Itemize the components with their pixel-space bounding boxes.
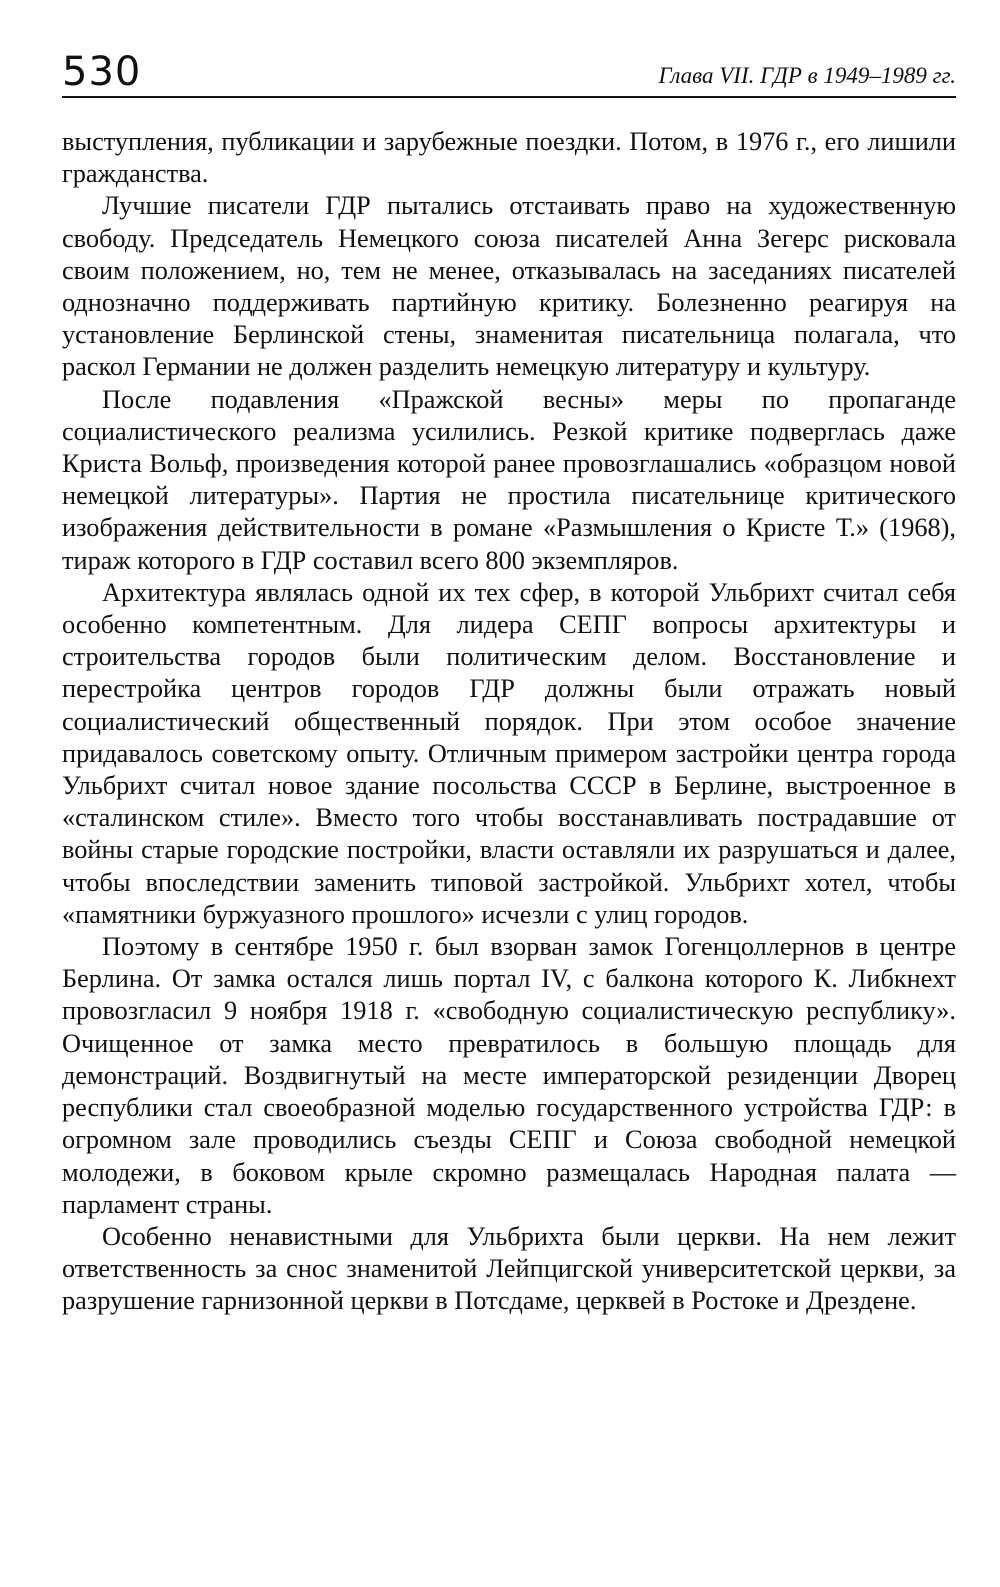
chapter-title: Глава VII. ГДР в 1949–1989 гг. [658,63,956,88]
paragraph-berlin-palace: Поэтому в сентябре 1950 г. был взорван замок Гогенцоллернов в центре Берлина. От замка остался лишь портал IV, с балкона которого К. Либкнехт провозгласил 9 ноября 1918 г. «свободную социалистическую республику». Очищенное от замка место превратилось в большую площадь для демонстраций. Воздвигнутый на месте императорской резиденции Дворец республики стал своеобразной моделью государственного устройства ГДР: в огромном зале проводились съезды СЕПГ и Союза свободной немецкой молодежи, в боковом крыле скромно размещалась Народная палата — парламент страны. [62,932,956,1219]
paragraph-architecture: Архитектура являлась одной их тех сфер, в которой Ульбрихт считал себя особенно компетентным. Для лидера СЕПГ вопросы архитектуры и строительства городов были политическим делом. Восстановление и перестройка центров городов ГДР должны были отражать новый социалистический общественный порядок. При этом особое значение придавалось советскому опыту. Отличным примером застройки центра города Ульбрихт считал новое здание посольства СССР в Берлине, выстроенное в «сталинском стиле». Вместо того чтобы восстанавливать пострадавшие от войны старые городские постройки, власти оставляли их разрушаться и далее, чтобы впоследствии заменить типовой застройкой. Ульбрихт хотел, чтобы «памятники буржуазного прошлого» исчезли с улиц городов. [62,577,956,929]
body-text [62,126,956,1318]
book-page [62,44,956,1318]
running-header [62,44,956,98]
paragraph-churches: Особенно ненавистными для Ульбрихта были церкви. На нем лежит ответственность за снос знаменитой Лейпцигской университетской церкви, за разрушение гарнизонной церкви в Потсдаме, церквей в Ростоке и Дрездене. [62,1221,956,1316]
paragraph-anna-seghers: Лучшие писатели ГДР пытались отстаивать право на художественную свободу. Председатель Немецкого союза писателей Анна Зегерс рисковала своим положением, но, тем не менее, отказывалась на заседаниях писателей однозначно поддерживать партийную критику. Болезненно реагируя на установление Берлинской стены, знаменитая писательница полагала, что раскол Германии не должен разделить немецкую литературу и культуру. [62,191,956,382]
paragraph-continuation: выступления, публикации и зарубежные поездки. Потом, в 1976 г., его лишили гражданства. [62,127,956,189]
page-number: 530 [62,49,142,95]
paragraph-prague-spring: После подавления «Пражской весны» меры по пропаганде социалистического реализма усилились. Резкой критике подверглась даже Криста Вольф, произведения которой ранее провозглашались «образцом новой немецкой литературы». Партия не простила писательнице критического изображения действительности в романе «Размышления о Кристе Т.» (1968), тираж которого в ГДР составил всего 800 экземпляров. [62,384,956,575]
